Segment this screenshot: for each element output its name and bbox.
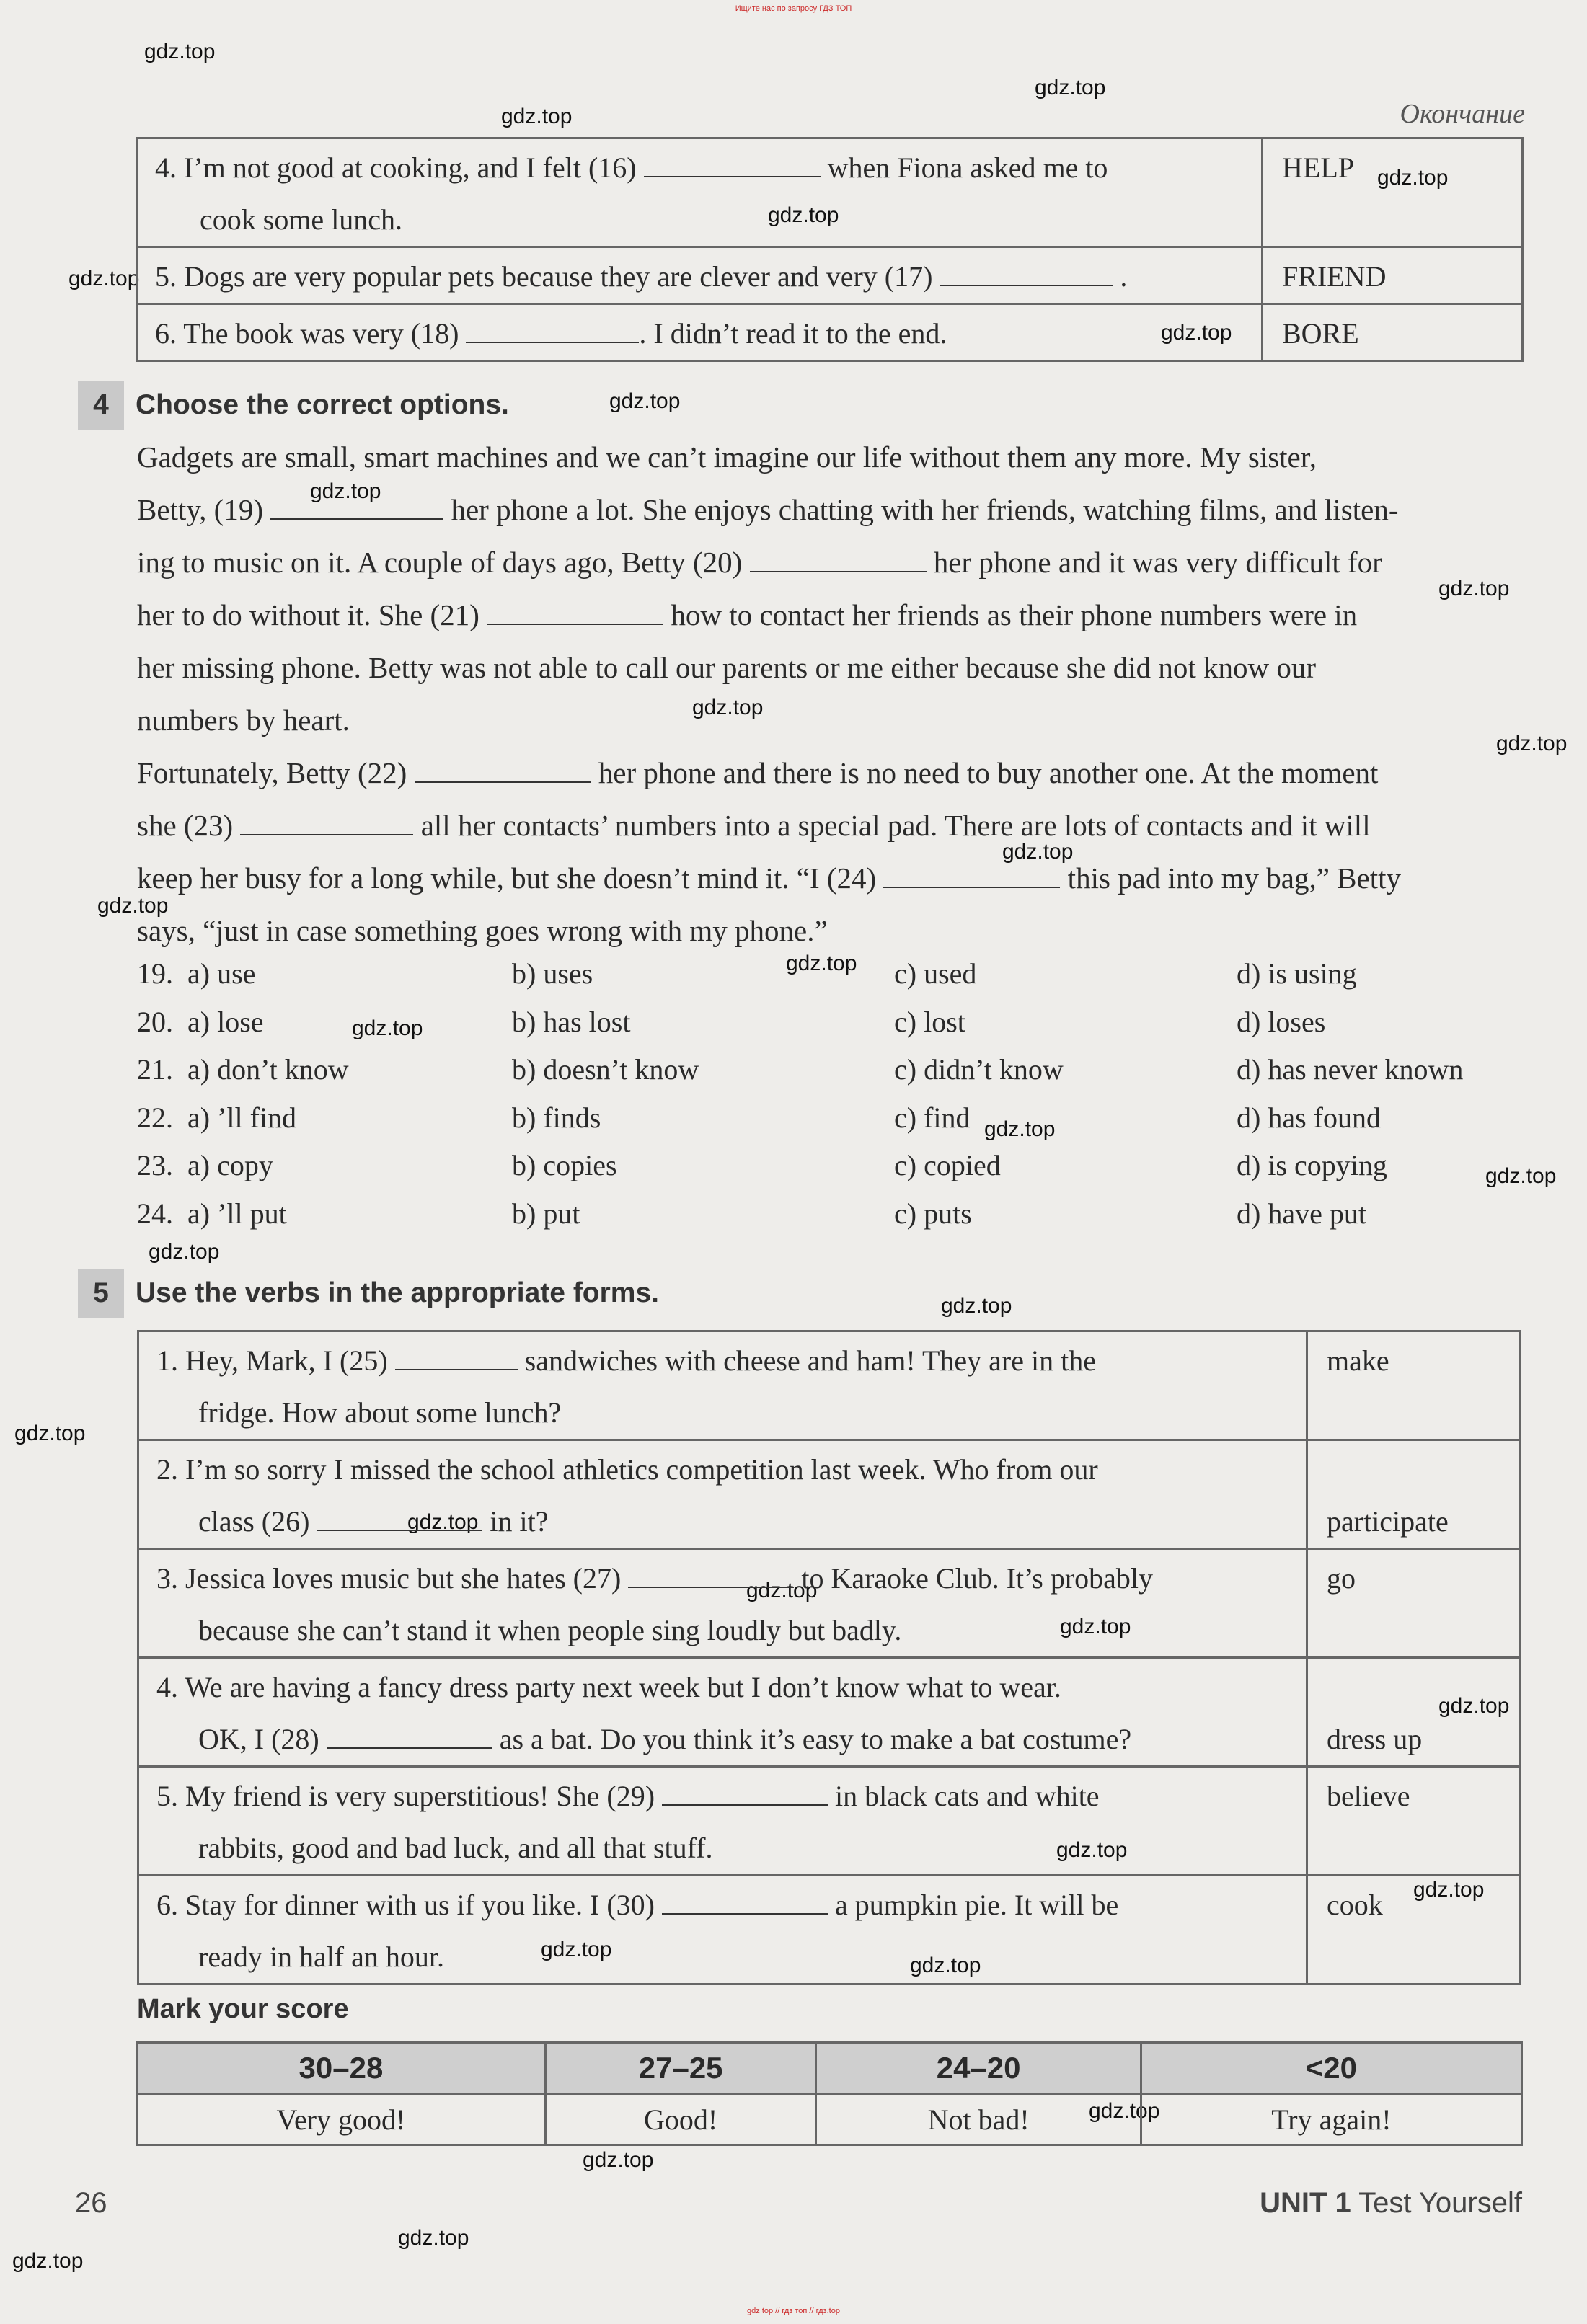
exercise-4-options [137,957,1521,1245]
watermark: gdz.top [1056,1838,1128,1862]
option-b[interactable]: b) finds [512,1101,601,1134]
continuation-label: Окончание [1400,99,1525,129]
page-number: 26 [75,2187,107,2219]
option-row [137,1005,1507,1052]
verb-cell: dress up [1307,1658,1521,1767]
watermark: gdz.top [609,389,681,413]
option-c[interactable]: c) find [894,1101,971,1134]
watermark: gdz.top [1438,1694,1510,1718]
exercise-4-text [137,431,1523,957]
option-b[interactable]: b) uses [512,957,593,990]
watermark: gdz.top [310,479,381,503]
bottom-banner: gdz top // гдз топ // гдз.top [747,2307,840,2315]
question-number: 24. [137,1197,173,1230]
watermark: gdz.top [541,1938,612,1961]
answer-blank[interactable] [940,263,1113,286]
sentence-cell: 3. Jessica loves music but she hates (27) to Karaoke Club. It’s probably because she can’t stand it when people sing loudly but badly. [138,1549,1307,1658]
answer-blank[interactable] [628,1565,794,1588]
question-number: 19. [137,957,173,990]
option-b[interactable]: b) put [512,1197,580,1230]
exercise-number: 4 [78,381,124,430]
option-d[interactable]: d) have put [1237,1197,1366,1230]
score-label: Very good! [137,2094,546,2145]
table-row [137,138,1523,247]
watermark: gdz.top [12,2249,84,2273]
score-table [136,2041,1523,2146]
table-row [137,304,1523,361]
verb-cell: cook [1307,1876,1521,1984]
text-line: ing to music on it. A couple of days ago, Betty (20) her phone and it was very difficult for [137,546,1382,579]
verb-cell: believe [1307,1767,1521,1876]
watermark: gdz.top [14,1422,86,1445]
text-line: her to do without it. She (21) how to contact her friends as their phone numbers were in [137,598,1358,631]
option-b[interactable]: b) doesn’t know [512,1053,699,1086]
table-row [138,1767,1521,1876]
option-a[interactable]: a) use [187,957,256,990]
option-a[interactable]: a) copy [187,1149,273,1181]
answer-blank[interactable] [883,865,1060,888]
unit-footer [1260,2187,1522,2219]
watermark: gdz.top [1060,1615,1131,1638]
watermark: gdz.top [583,2148,654,2172]
option-d[interactable]: d) has found [1237,1101,1381,1134]
watermark: gdz.top [692,696,764,719]
answer-blank[interactable] [327,1726,492,1749]
verb-cell: make [1307,1331,1521,1440]
question-number: 22. [137,1101,173,1134]
exercise-4-heading [78,381,509,430]
score-title: Mark your score [137,1994,349,2024]
text-line: says, “just in case something goes wrong with my phone.” [137,914,828,947]
option-b[interactable]: b) has lost [512,1005,631,1038]
option-row [137,1148,1507,1196]
table-row [138,1658,1521,1767]
text-line: numbers by heart. [137,704,350,737]
sentence-cell: 6. The book was very (18) . I didn’t read it to the end. [137,304,1263,361]
answer-blank[interactable] [466,320,639,343]
option-c[interactable]: c) lost [894,1005,965,1038]
option-row [137,1101,1507,1148]
watermark: gdz.top [1002,840,1074,864]
option-a[interactable]: a) lose [187,1005,264,1038]
sentence-cell: 5. My friend is very superstitious! She (29) in black cats and white rabbits, good and bad luck, and all that stuff. [138,1767,1307,1876]
option-d[interactable]: d) has never known [1237,1053,1464,1086]
text-line: Fortunately, Betty (22) her phone and there is no need to buy another one. At the moment [137,756,1379,789]
option-d[interactable]: d) is copying [1237,1149,1387,1181]
watermark: gdz.top [1413,1878,1485,1902]
table-row [138,1331,1521,1440]
score-label: Try again! [1141,2094,1521,2145]
sentence-cell: 5. Dogs are very popular pets because they are clever and very (17) . [137,247,1263,304]
watermark: gdz.top [1485,1164,1557,1188]
question-number: 23. [137,1149,173,1181]
option-d[interactable]: d) is using [1237,957,1357,990]
exercise-number: 5 [78,1269,124,1318]
score-label: Not bad! [816,2094,1141,2145]
watermark: gdz.top [1438,577,1510,600]
watermark: gdz.top [97,894,169,918]
watermark: gdz.top [984,1117,1056,1141]
watermark: gdz.top [398,2226,469,2250]
answer-blank[interactable] [750,549,927,572]
top-banner: Ищите нас по запросу ГДЗ ТОП [735,4,852,13]
answer-blank[interactable] [662,1891,828,1915]
question-number: 21. [137,1053,173,1086]
watermark: gdz.top [407,1510,479,1534]
option-c[interactable]: c) used [894,957,977,990]
sentence-cell: 4. I’m not good at cooking, and I felt (16) when Fiona asked me to cook some lunch. [137,138,1263,247]
text-line: her missing phone. Betty was not able to call our parents or me either because she did not know our [137,651,1317,684]
watermark: gdz.top [1089,2099,1160,2123]
watermark: gdz.top [501,105,573,128]
table-row [138,1440,1521,1549]
answer-blank[interactable] [644,154,821,177]
watermark: gdz.top [144,40,216,63]
verb-forms-table [137,1330,1521,1985]
sentence-cell: 1. Hey, Mark, I (25) sandwiches with cheese and ham! They are in the fridge. How about some lunch? [138,1331,1307,1440]
verb-cell: participate [1307,1440,1521,1549]
unit-label: UNIT 1 [1260,2187,1351,2219]
answer-blank[interactable] [317,1508,482,1531]
score-range: 24–20 [816,2043,1141,2094]
watermark: gdz.top [352,1016,423,1040]
option-a[interactable]: a) ’ll find [187,1101,297,1134]
score-range: 27–25 [545,2043,816,2094]
sentence-cell: 4. We are having a fancy dress party next week but I don’t know what to wear. OK, I (28) as a bat. Do you think it’s easy to make a bat costume? [138,1658,1307,1767]
exercise-title: Choose the correct options. [136,389,509,420]
option-b[interactable]: b) copies [512,1149,617,1181]
exercise-5-heading [78,1269,659,1318]
option-c[interactable]: c) didn’t know [894,1053,1064,1086]
watermark: gdz.top [68,267,140,290]
root-word: BORE [1263,304,1523,361]
root-word: HELP [1263,138,1523,247]
text-line: Betty, (19) her phone a lot. She enjoys chatting with her friends, watching films, and listen- [137,493,1399,526]
root-word: FRIEND [1263,247,1523,304]
answer-blank[interactable] [270,497,443,520]
watermark: gdz.top [1161,321,1232,345]
option-a[interactable]: a) don’t know [187,1053,349,1086]
watermark: gdz.top [1496,732,1568,755]
score-range: 30–28 [137,2043,546,2094]
score-range: <20 [1141,2043,1521,2094]
option-c[interactable]: c) puts [894,1197,972,1230]
option-d[interactable]: d) loses [1237,1005,1326,1038]
answer-blank[interactable] [662,1783,828,1806]
option-a[interactable]: a) ’ll put [187,1197,287,1230]
word-formation-table [136,137,1524,362]
option-c[interactable]: c) copied [894,1149,1001,1181]
text-line: Gadgets are small, smart machines and we can’t imagine our life without them any more. My sister, [137,440,1317,474]
watermark: gdz.top [768,203,839,227]
watermark: gdz.top [1377,166,1449,190]
exercise-title: Use the verbs in the appropriate forms. [136,1277,660,1308]
sentence-cell: 2. I’m so sorry I missed the school athletics competition last week. Who from our class (26) in it? [138,1440,1307,1549]
watermark: gdz.top [910,1953,981,1977]
watermark: gdz.top [149,1240,220,1264]
table-row [138,1549,1521,1658]
answer-blank[interactable] [487,602,663,625]
answer-blank[interactable] [240,812,413,835]
option-row [137,1052,1507,1100]
watermark: gdz.top [1035,76,1106,99]
watermark: gdz.top [941,1294,1012,1318]
watermark: gdz.top [786,952,857,975]
text-line: keep her busy for a long while, but she doesn’t mind it. “I (24) this pad into my bag,” Betty [137,861,1402,895]
answer-blank[interactable] [395,1347,518,1370]
verb-cell: go [1307,1549,1521,1658]
text-line: she (23) all her contacts’ numbers into a special pad. There are lots of contacts and it will [137,809,1371,842]
score-label: Good! [545,2094,816,2145]
question-number: 20. [137,1005,173,1038]
watermark: gdz.top [746,1579,818,1602]
option-row [137,1197,1507,1244]
option-row [137,957,1507,1004]
table-row [138,1876,1521,1984]
section-label: Test Yourself [1358,2187,1522,2219]
answer-blank[interactable] [415,760,591,783]
sentence-cell: 6. Stay for dinner with us if you like. I (30) a pumpkin pie. It will be ready in half an hour. [138,1876,1307,1984]
table-row [137,247,1523,304]
